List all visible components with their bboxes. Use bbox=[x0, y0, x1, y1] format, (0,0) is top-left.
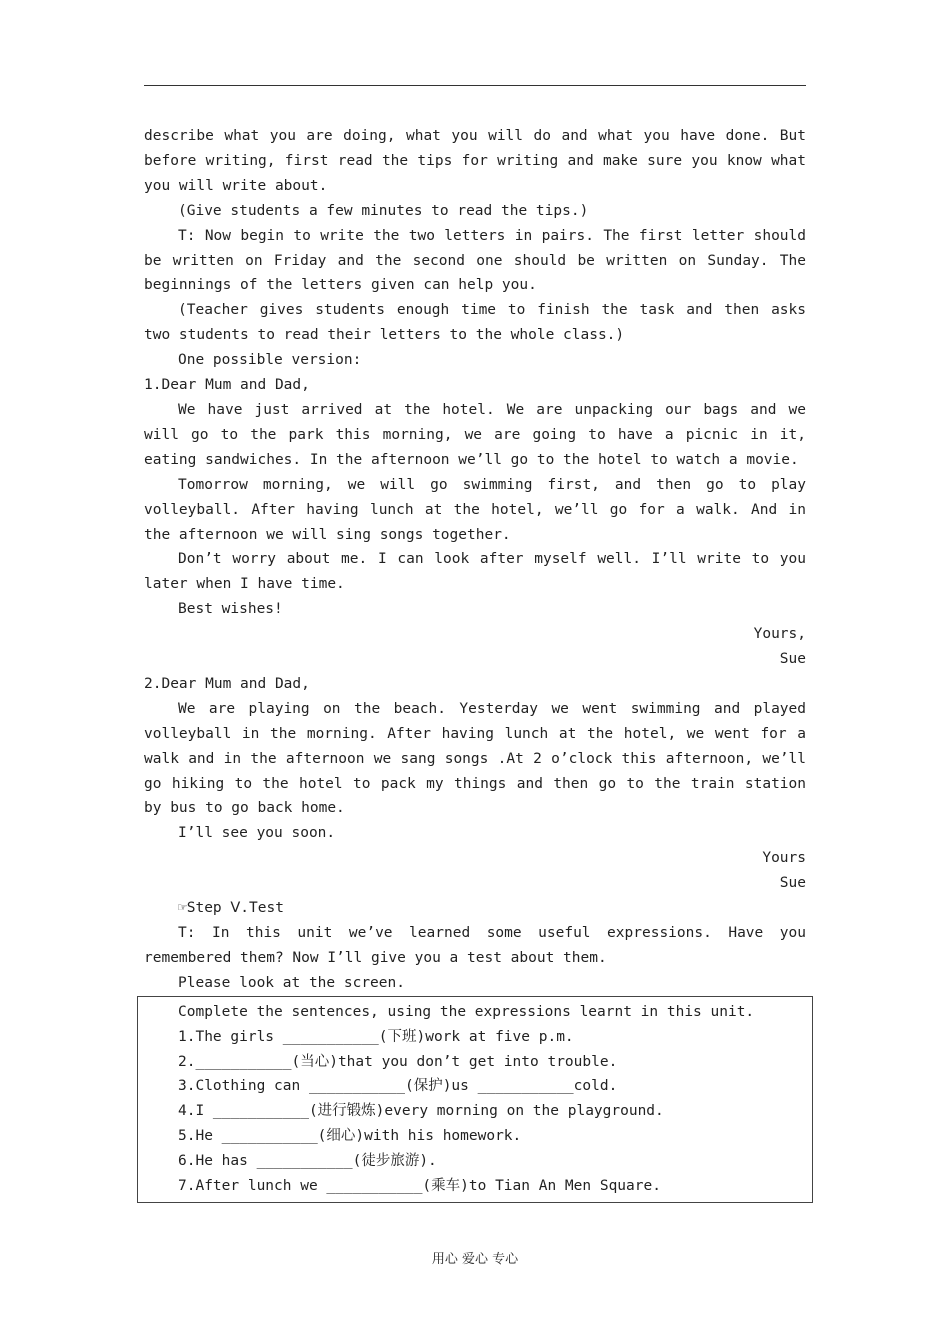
paragraph: Please look at the screen. bbox=[178, 974, 405, 991]
lesson-text bbox=[144, 124, 806, 996]
paragraph: T: Now begin to write the two letters in pairs. The first letter should be written on Friday and the second one should be written on Sunday. The beginnings of the letters given can help you. bbox=[144, 227, 806, 294]
paragraph: 2.Dear Mum and Dad, bbox=[144, 675, 310, 692]
paragraph: 1.Dear Mum and Dad, bbox=[144, 377, 310, 394]
page-footer: 用心 爱心 专心 bbox=[431, 1252, 519, 1267]
test-item: 5.He ___________(细心)with his homework. bbox=[178, 1128, 522, 1145]
paragraph: Tomorrow morning, we will go swimming first, and then go to play volleyball. After having lunch at the hotel, we’ll go for a walk. And in the afternoon we will sing songs together. bbox=[144, 476, 806, 543]
paragraph: ☞Step Ⅴ.Test bbox=[178, 900, 284, 917]
paragraph: describe what you are doing, what you will do and what you have done. But before writing, first read the tips for writing and make sure you know what you will write about. bbox=[144, 128, 806, 194]
test-items bbox=[138, 1025, 812, 1199]
test-item: 1.The girls ___________(下班)work at five p.m. bbox=[178, 1028, 574, 1045]
test-item: 3.Clothing can ___________(保护)us ___________cold. bbox=[178, 1078, 618, 1095]
test-item: 2.___________(当心)that you don’t get into trouble. bbox=[178, 1053, 618, 1070]
test-box bbox=[137, 996, 813, 1203]
paragraph: (Teacher gives students enough time to finish the task and then asks two students to read their letters to the whole class.) bbox=[144, 302, 806, 344]
paragraph: Sue bbox=[779, 875, 806, 892]
test-instruction: Complete the sentences, using the expressions learnt in this unit. bbox=[178, 1003, 755, 1020]
paragraph: (Give students a few minutes to read the tips.) bbox=[178, 202, 589, 219]
paragraph: Yours, bbox=[753, 626, 806, 643]
test-item: 7.After lunch we ___________(乘车)to Tian An Men Square. bbox=[178, 1178, 661, 1195]
document-body bbox=[144, 124, 806, 1203]
header-rule bbox=[144, 85, 806, 86]
test-item: 4.I ___________(进行锻炼)every morning on the playground. bbox=[178, 1103, 664, 1120]
paragraph: One possible version: bbox=[178, 352, 362, 369]
test-item: 6.He has ___________(徒步旅游). bbox=[178, 1153, 437, 1170]
paragraph: Yours bbox=[762, 850, 806, 867]
paragraph: Sue bbox=[779, 651, 806, 668]
paragraph: T: In this unit we’ve learned some useful expressions. Have you remembered them? Now I’ll give you a test about them. bbox=[144, 925, 806, 966]
paragraph: We are playing on the beach. Yesterday we went swimming and played volleyball in the morning. After having lunch at the hotel, we went for a walk and in the afternoon we sang songs .At 2 o’clock this afternoon, we’ll go hiking to the hotel to pack my things and then go to the train station by bus to go back home. bbox=[144, 700, 806, 817]
paragraph: I’ll see you soon. bbox=[178, 825, 336, 842]
paragraph: Don’t worry about me. I can look after myself well. I’ll write to you later when I have time. bbox=[144, 551, 806, 593]
paragraph: Best wishes! bbox=[178, 601, 283, 618]
paragraph: We have just arrived at the hotel. We are unpacking our bags and we will go to the park this morning, we are going to have a picnic in it, eating sandwiches. In the afternoon we’ll go to the hotel to watch a movie. bbox=[144, 401, 806, 468]
